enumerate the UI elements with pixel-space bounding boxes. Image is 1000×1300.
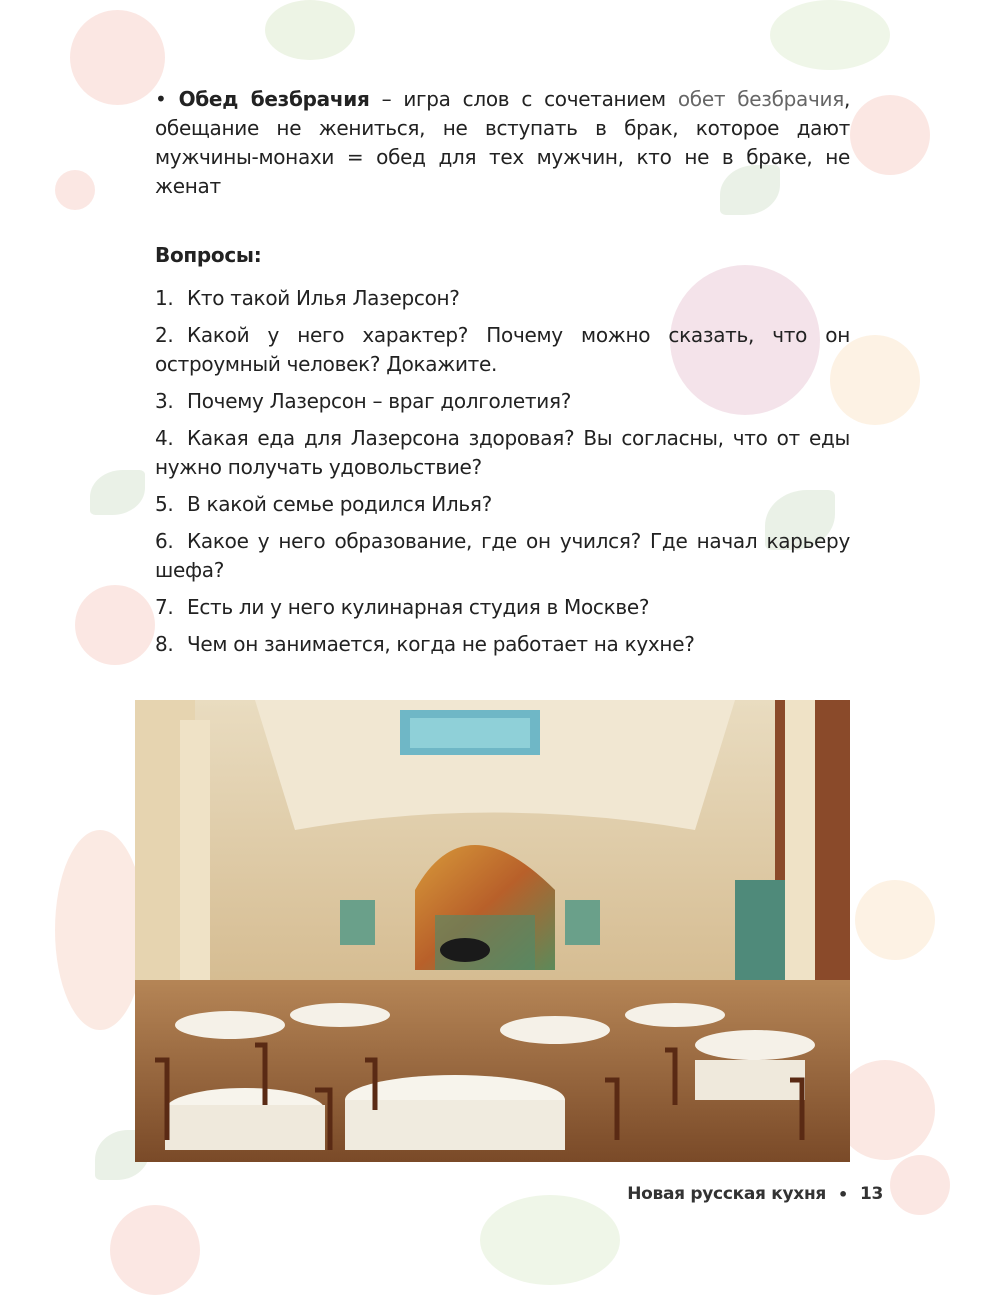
question-number: 7. xyxy=(155,595,174,619)
page-footer xyxy=(627,1184,883,1204)
definition-rest: , обещание не жениться, не вступать в брак, которое дают мужчины-монахи = обед для тех мужчин, кто не в браке, не женат xyxy=(155,87,851,198)
question-item xyxy=(155,490,850,519)
question-item xyxy=(155,387,850,416)
definition-paragraph xyxy=(155,85,850,201)
question-item xyxy=(155,593,850,622)
question-item xyxy=(155,527,850,585)
question-text: Какое у него образование, где он учился? Где начал карьеру шефа? xyxy=(155,529,850,582)
question-number: 4. xyxy=(155,426,174,450)
question-number: 3. xyxy=(155,389,174,413)
bullet: • xyxy=(155,87,167,111)
restaurant-hall-photo xyxy=(135,700,850,1162)
question-text: Чем он занимается, когда не работает на кухне? xyxy=(187,632,695,656)
book-title: Новая русская кухня xyxy=(627,1184,826,1204)
question-text: Какой у него характер? Почему можно сказать, что он остроумный человек? Докажите. xyxy=(155,323,850,376)
question-item xyxy=(155,424,850,482)
definition-quoted-phrase: обет безбрачия xyxy=(677,87,844,111)
question-number: 8. xyxy=(155,632,174,656)
question-text: Есть ли у него кулинарная студия в Москве? xyxy=(187,595,650,619)
question-item xyxy=(155,630,850,659)
question-text: Почему Лазерсон – враг долголетия? xyxy=(187,389,572,413)
question-text: Кто такой Илья Лазерсон? xyxy=(187,286,460,310)
question-number: 2. xyxy=(155,323,174,347)
definition-term: Обед безбрачия xyxy=(178,87,370,111)
questions-title: Вопросы: xyxy=(155,243,262,267)
questions-list xyxy=(155,284,850,667)
question-text: В какой семье родился Илья? xyxy=(187,492,492,516)
question-number: 5. xyxy=(155,492,174,516)
question-text: Какая еда для Лазерсона здоровая? Вы согласны, что от еды нужно получать удовольствие? xyxy=(155,426,850,479)
question-number: 1. xyxy=(155,286,174,310)
definition-dash-text: – игра слов с сочетанием xyxy=(369,87,678,111)
question-item xyxy=(155,284,850,313)
question-item xyxy=(155,321,850,379)
page-number: 13 xyxy=(859,1184,883,1204)
question-number: 6. xyxy=(155,529,174,553)
footer-separator: • xyxy=(838,1184,848,1204)
